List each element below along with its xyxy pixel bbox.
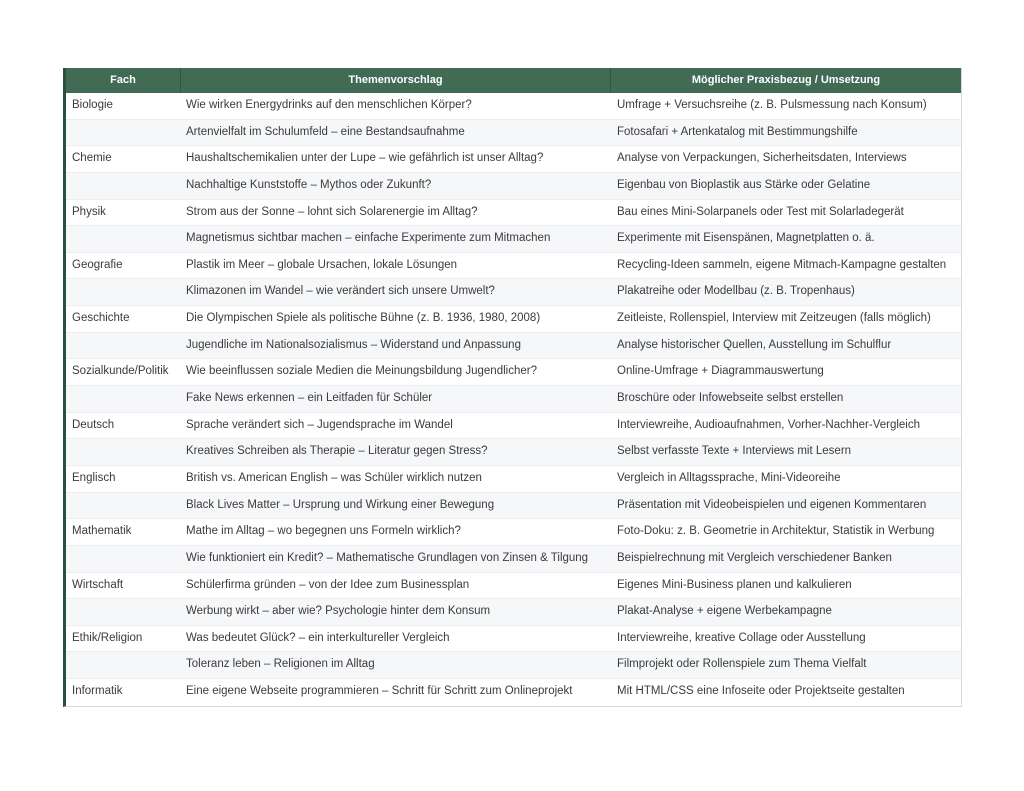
cell-thema: Plastik im Meer – globale Ursachen, lokale Lösungen: [186, 258, 458, 271]
table-row: [66, 546, 961, 573]
cell-praxis: Mit HTML/CSS eine Infoseite oder Projektseite gestalten: [617, 685, 905, 698]
cell-fach: [66, 120, 180, 146]
cell-fach: [66, 386, 180, 412]
cell-thema: Jugendliche im Nationalsozialismus – Widerstand und Anpassung: [186, 338, 521, 351]
cell-praxis: Vergleich in Alltagssprache, Mini-Videoreihe: [617, 471, 841, 484]
table-row: [66, 439, 961, 466]
cell-fach: [66, 439, 180, 465]
table-row: [66, 493, 961, 520]
cell-praxis: Eigenbau von Bioplastik aus Stärke oder Gelatine: [617, 178, 871, 191]
cell-thema: Strom aus der Sonne – lohnt sich Solarenergie im Alltag?: [186, 205, 478, 218]
cell-praxis: Fotosafari + Artenkatalog mit Bestimmungshilfe: [617, 125, 858, 138]
cell-thema: Sprache verändert sich – Jugendsprache im Wandel: [186, 418, 453, 431]
table-row: [66, 599, 961, 626]
cell-fach: [66, 599, 180, 625]
cell-praxis: Zeitleiste, Rollenspiel, Interview mit Zeitzeugen (falls möglich): [617, 312, 931, 325]
cell-fach: Ethik/Religion: [72, 631, 143, 644]
cell-thema: Wie funktioniert ein Kredit? – Mathematische Grundlagen von Zinsen & Tilgung: [186, 551, 589, 564]
cell-fach: [66, 493, 180, 519]
cell-fach: Geschichte: [72, 312, 130, 325]
cell-praxis: Foto-Doku: z. B. Geometrie in Architektur, Statistik in Werbung: [617, 525, 935, 538]
cell-praxis: Selbst verfasste Texte + Interviews mit Lesern: [617, 445, 852, 458]
table-row: [66, 93, 961, 120]
cell-thema: Wie wirken Energydrinks auf den menschlichen Körper?: [186, 99, 472, 111]
table-row: [66, 652, 961, 679]
cell-praxis: Recycling-Ideen sammeln, eigene Mitmach-Kampagne gestalten: [617, 258, 947, 271]
cell-thema: Die Olympischen Spiele als politische Bühne (z. B. 1936, 1980, 2008): [186, 312, 541, 325]
cell-praxis: Broschüre oder Infowebseite selbst erstellen: [617, 392, 844, 405]
table-row: [66, 253, 961, 280]
table-row: [66, 279, 961, 306]
column-header-praxisbezug: Möglicher Praxisbezug / Umsetzung: [610, 68, 961, 93]
cell-thema: Artenvielfalt im Schulumfeld – eine Bestandsaufnahme: [186, 125, 465, 138]
cell-praxis: Eigenes Mini-Business planen und kalkulieren: [617, 578, 852, 591]
cell-thema: Black Lives Matter – Ursprung und Wirkung einer Bewegung: [186, 498, 495, 511]
cell-praxis: Experimente mit Eisenspänen, Magnetplatten o. ä.: [617, 232, 875, 245]
cell-thema: Kreatives Schreiben als Therapie – Literatur gegen Stress?: [186, 445, 488, 458]
table-row: [66, 146, 961, 173]
table-row: [66, 306, 961, 333]
cell-praxis: Plakatreihe oder Modellbau (z. B. Tropenhaus): [617, 285, 855, 298]
cell-praxis: Plakat-Analyse + eigene Werbekampagne: [617, 605, 832, 618]
cell-fach: [66, 333, 180, 359]
cell-fach: Deutsch: [72, 418, 115, 431]
cell-thema: Nachhaltige Kunststoffe – Mythos oder Zukunft?: [186, 178, 432, 191]
column-header-fach: Fach: [110, 74, 136, 86]
cell-praxis: Interviewreihe, Audioaufnahmen, Vorher-Nachher-Vergleich: [617, 418, 921, 431]
table-row: [66, 226, 961, 253]
cell-fach: Geografie: [72, 258, 123, 271]
table-row: [66, 333, 961, 360]
cell-praxis: Umfrage + Versuchsreihe (z. B. Pulsmessung nach Konsum): [617, 99, 927, 111]
cell-fach: Englisch: [72, 471, 116, 484]
cell-fach: [66, 226, 180, 252]
cell-praxis: Bau eines Mini-Solarpanels oder Test mit Solarladegerät: [617, 205, 904, 218]
table-row: [66, 466, 961, 493]
table-row: [66, 519, 961, 546]
table-row: [66, 626, 961, 653]
cell-praxis: Analyse historischer Quellen, Ausstellung im Schulflur: [617, 338, 892, 351]
cell-fach: Physik: [72, 205, 106, 218]
cell-thema: Haushaltschemikalien unter der Lupe – wie gefährlich ist unser Alltag?: [186, 152, 544, 165]
cell-thema: Wie beeinflussen soziale Medien die Meinungsbildung Jugendlicher?: [186, 365, 537, 378]
table-body: [66, 93, 961, 706]
table-row: [66, 573, 961, 600]
cell-fach: [66, 652, 180, 678]
topics-table: [63, 68, 962, 707]
table-row: [66, 173, 961, 200]
cell-thema: Was bedeutet Glück? – ein interkultureller Vergleich: [186, 631, 450, 644]
cell-thema: Klimazonen im Wandel – wie verändert sich unsere Umwelt?: [186, 285, 495, 298]
cell-praxis: Interviewreihe, kreative Collage oder Ausstellung: [617, 631, 866, 644]
cell-fach: Chemie: [72, 152, 112, 165]
cell-thema: Eine eigene Webseite programmieren – Schritt für Schritt zum Onlineprojekt: [186, 685, 573, 698]
cell-fach: Biologie: [72, 99, 113, 111]
cell-praxis: Filmprojekt oder Rollenspiele zum Thema Vielfalt: [617, 658, 867, 671]
table-row: [66, 359, 961, 386]
cell-praxis: Präsentation mit Videobeispielen und eigenen Kommentaren: [617, 498, 927, 511]
cell-fach: Mathematik: [72, 525, 132, 538]
table-row: [66, 120, 961, 147]
cell-fach: [66, 546, 180, 572]
table-row: [66, 386, 961, 413]
cell-thema: Fake News erkennen – ein Leitfaden für Schüler: [186, 392, 433, 405]
cell-thema: Magnetismus sichtbar machen – einfache Experimente zum Mitmachen: [186, 232, 551, 245]
cell-praxis: Analyse von Verpackungen, Sicherheitsdaten, Interviews: [617, 152, 907, 165]
cell-thema: Schülerfirma gründen – von der Idee zum Businessplan: [186, 578, 470, 591]
cell-fach: Informatik: [72, 685, 123, 698]
cell-thema: British vs. American English – was Schüler wirklich nutzen: [186, 471, 482, 484]
table-header-row: [66, 68, 961, 93]
cell-thema: Toleranz leben – Religionen im Alltag: [186, 658, 375, 671]
cell-fach: Wirtschaft: [72, 578, 124, 591]
cell-fach: [66, 173, 180, 199]
cell-fach: Sozialkunde/Politik: [72, 365, 169, 378]
table-row: [66, 413, 961, 440]
cell-thema: Werbung wirkt – aber wie? Psychologie hinter dem Konsum: [186, 605, 491, 618]
cell-fach: [66, 279, 180, 305]
cell-praxis: Online-Umfrage + Diagrammauswertung: [617, 365, 824, 378]
column-header-thema: Themenvorschlag: [180, 68, 610, 93]
cell-praxis: Beispielrechnung mit Vergleich verschiedener Banken: [617, 551, 892, 564]
table-row: [66, 200, 961, 227]
cell-thema: Mathe im Alltag – wo begegnen uns Formeln wirklich?: [186, 525, 461, 538]
table-row: [66, 679, 961, 706]
